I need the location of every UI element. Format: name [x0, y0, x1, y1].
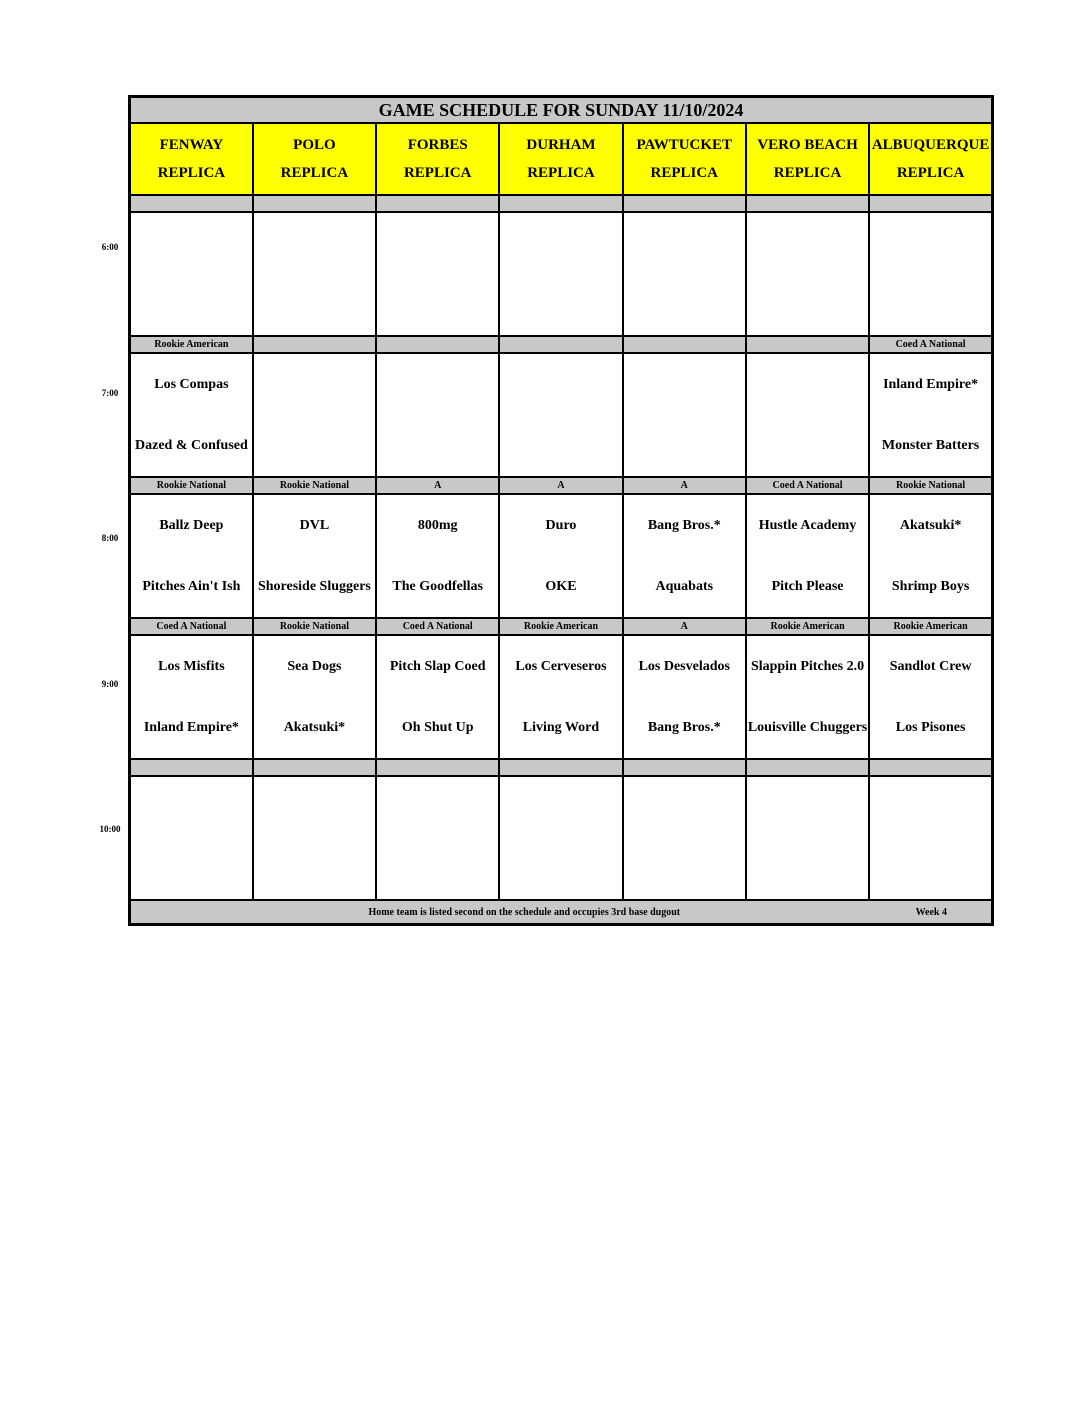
field-name: FORBES [407, 137, 468, 153]
home-team [254, 427, 375, 465]
home-team [500, 850, 621, 888]
field-sub: REPLICA [280, 165, 349, 181]
division-label [623, 759, 746, 776]
division-label: Coed A National [746, 477, 869, 494]
home-team: Akatsuki* [283, 719, 346, 735]
division-label: Rookie American [499, 618, 622, 635]
time-slot-row [130, 635, 993, 759]
schedule-title: GAME SCHEDULE FOR SUNDAY 11/10/2024 [130, 97, 993, 124]
game-cell [130, 212, 253, 336]
game-cell [253, 212, 376, 336]
division-row [130, 477, 993, 494]
field-header [253, 123, 376, 195]
home-team: Living Word [522, 719, 600, 735]
game-cell [746, 635, 869, 759]
game-cell [623, 212, 746, 336]
division-label [623, 336, 746, 353]
game-cell [869, 776, 992, 900]
game-cell [499, 212, 622, 336]
division-label [130, 195, 253, 212]
home-team [377, 286, 498, 324]
away-team: Los Compas [154, 376, 229, 392]
away-team [747, 366, 868, 404]
division-row [130, 336, 993, 353]
away-team: 800mg [417, 517, 458, 533]
field-name: POLO [293, 137, 336, 153]
home-team: Pitches Ain't Ish [142, 578, 241, 594]
home-team: Inland Empire* [143, 719, 239, 735]
away-team [377, 225, 498, 263]
away-team: Slappin Pitches 2.0 [750, 658, 865, 674]
home-team: The Goodfellas [392, 578, 484, 594]
home-team [747, 427, 868, 465]
division-label: A [376, 477, 499, 494]
game-cell [869, 494, 992, 618]
away-team: Hustle Academy [758, 517, 857, 533]
game-cell [623, 353, 746, 477]
division-label [623, 195, 746, 212]
game-cell [746, 494, 869, 618]
away-team [377, 789, 498, 827]
away-team: Ballz Deep [159, 517, 224, 533]
home-team [500, 286, 621, 324]
away-team [254, 225, 375, 263]
game-cell [376, 776, 499, 900]
field-header [130, 123, 253, 195]
away-team [500, 225, 621, 263]
game-cell [869, 212, 992, 336]
field-header [746, 123, 869, 195]
away-team [500, 366, 621, 404]
field-header [869, 123, 992, 195]
game-cell [623, 776, 746, 900]
game-cell [746, 776, 869, 900]
home-team [377, 427, 498, 465]
division-row [130, 759, 993, 776]
home-team [747, 850, 868, 888]
time-label: 7:00 [101, 388, 119, 398]
away-team [500, 789, 621, 827]
away-team: Akatsuki* [899, 517, 962, 533]
game-cell [253, 635, 376, 759]
division-label [376, 336, 499, 353]
division-label [253, 336, 376, 353]
division-label: A [623, 618, 746, 635]
away-team: DVL [299, 517, 330, 533]
division-label [869, 195, 992, 212]
time-label: 9:00 [101, 679, 119, 689]
division-label: Rookie National [869, 477, 992, 494]
field-sub: REPLICA [650, 165, 719, 181]
footer [130, 900, 993, 925]
division-label: Rookie American [746, 618, 869, 635]
away-team [254, 366, 375, 404]
time-slot-row [130, 212, 993, 336]
division-label: Coed A National [130, 618, 253, 635]
division-label [746, 759, 869, 776]
field-name: DURHAM [526, 137, 596, 153]
away-team [377, 366, 498, 404]
field-header [499, 123, 622, 195]
division-label [499, 759, 622, 776]
division-label [869, 759, 992, 776]
away-team [747, 225, 868, 263]
home-team [624, 286, 745, 324]
game-cell [130, 494, 253, 618]
home-team [254, 850, 375, 888]
game-cell [130, 776, 253, 900]
field-name: PAWTUCKET [636, 137, 733, 153]
away-team: Pitch Slap Coed [389, 658, 486, 674]
schedule-table [128, 95, 994, 926]
division-label [253, 195, 376, 212]
field-sub: REPLICA [527, 165, 595, 181]
away-team [131, 225, 252, 263]
home-team [500, 427, 621, 465]
division-label [746, 195, 869, 212]
away-team: Los Desvelados [638, 658, 730, 674]
game-cell [253, 353, 376, 477]
game-cell [499, 635, 622, 759]
home-team [254, 286, 375, 324]
division-label: Rookie American [130, 336, 253, 353]
home-team: Bang Bros.* [647, 719, 721, 735]
away-team [870, 789, 991, 827]
division-label: Rookie National [253, 477, 376, 494]
division-row [130, 618, 993, 635]
game-cell [253, 494, 376, 618]
field-name: ALBUQUERQUE [871, 137, 990, 153]
away-team: Sandlot Crew [889, 658, 972, 674]
home-team: OKE [545, 578, 577, 594]
home-team: Dazed & Confused [135, 437, 248, 453]
time-slot-row [130, 494, 993, 618]
field-name: FENWAY [159, 137, 224, 153]
division-label [130, 759, 253, 776]
division-label [746, 336, 869, 353]
home-team: Shoreside Sluggers [257, 578, 371, 594]
division-label [376, 759, 499, 776]
game-cell [376, 212, 499, 336]
home-team [377, 850, 498, 888]
division-label: Coed A National [869, 336, 992, 353]
game-cell [623, 494, 746, 618]
away-team [254, 789, 375, 827]
game-cell [376, 353, 499, 477]
away-team [624, 789, 745, 827]
away-team: Los Misfits [158, 658, 225, 674]
game-cell [746, 212, 869, 336]
game-cell [869, 635, 992, 759]
home-team [870, 286, 991, 324]
time-label: 6:00 [101, 242, 119, 252]
game-cell [499, 494, 622, 618]
away-team: Sea Dogs [287, 658, 342, 674]
division-label: Rookie National [130, 477, 253, 494]
game-cell [623, 635, 746, 759]
home-team: Pitch Please [771, 578, 844, 594]
home-team [624, 427, 745, 465]
time-slot-row [130, 776, 993, 900]
time-label: 10:00 [99, 824, 121, 834]
field-sub: REPLICA [773, 165, 842, 181]
division-label [253, 759, 376, 776]
division-label: Rookie American [869, 618, 992, 635]
home-team: Shrimp Boys [891, 578, 970, 594]
division-label: Coed A National [376, 618, 499, 635]
game-cell [746, 353, 869, 477]
field-header [623, 123, 746, 195]
away-team [747, 789, 868, 827]
field-header [376, 123, 499, 195]
game-cell [253, 776, 376, 900]
away-team: Bang Bros.* [647, 517, 721, 533]
game-cell [376, 635, 499, 759]
home-team: Monster Batters [881, 437, 980, 453]
game-cell [376, 494, 499, 618]
time-label: 8:00 [101, 533, 119, 543]
division-label [499, 336, 622, 353]
away-team [624, 366, 745, 404]
division-row [130, 195, 993, 212]
game-cell [130, 635, 253, 759]
home-team: Aquabats [655, 578, 714, 594]
away-team [870, 225, 991, 263]
home-team: Oh Shut Up [401, 719, 474, 735]
away-team: Los Cerveseros [515, 658, 607, 674]
footer-note: Home team is listed second on the schedule and occupies 3rd base dugout [368, 906, 681, 918]
home-team: Louisville Chuggers [747, 719, 868, 735]
division-label: A [623, 477, 746, 494]
field-header-row [130, 123, 993, 195]
division-label: Rookie National [253, 618, 376, 635]
field-sub: REPLICA [403, 165, 472, 181]
division-label: A [499, 477, 622, 494]
game-cell [130, 353, 253, 477]
time-slot-row [130, 353, 993, 477]
week-label: Week 4 [915, 906, 947, 918]
away-team [131, 789, 252, 827]
away-team: Duro [545, 517, 577, 533]
game-cell [869, 353, 992, 477]
division-label [376, 195, 499, 212]
home-team [624, 850, 745, 888]
home-team [747, 286, 868, 324]
field-sub: REPLICA [896, 165, 965, 181]
home-team [870, 850, 991, 888]
game-cell [499, 776, 622, 900]
division-label [499, 195, 622, 212]
away-team [624, 225, 745, 263]
field-sub: REPLICA [157, 165, 226, 181]
away-team: Inland Empire* [883, 376, 979, 392]
home-team [131, 286, 252, 324]
home-team [131, 850, 252, 888]
home-team: Los Pisones [895, 719, 966, 735]
game-cell [499, 353, 622, 477]
field-name: VERO BEACH [757, 137, 858, 153]
